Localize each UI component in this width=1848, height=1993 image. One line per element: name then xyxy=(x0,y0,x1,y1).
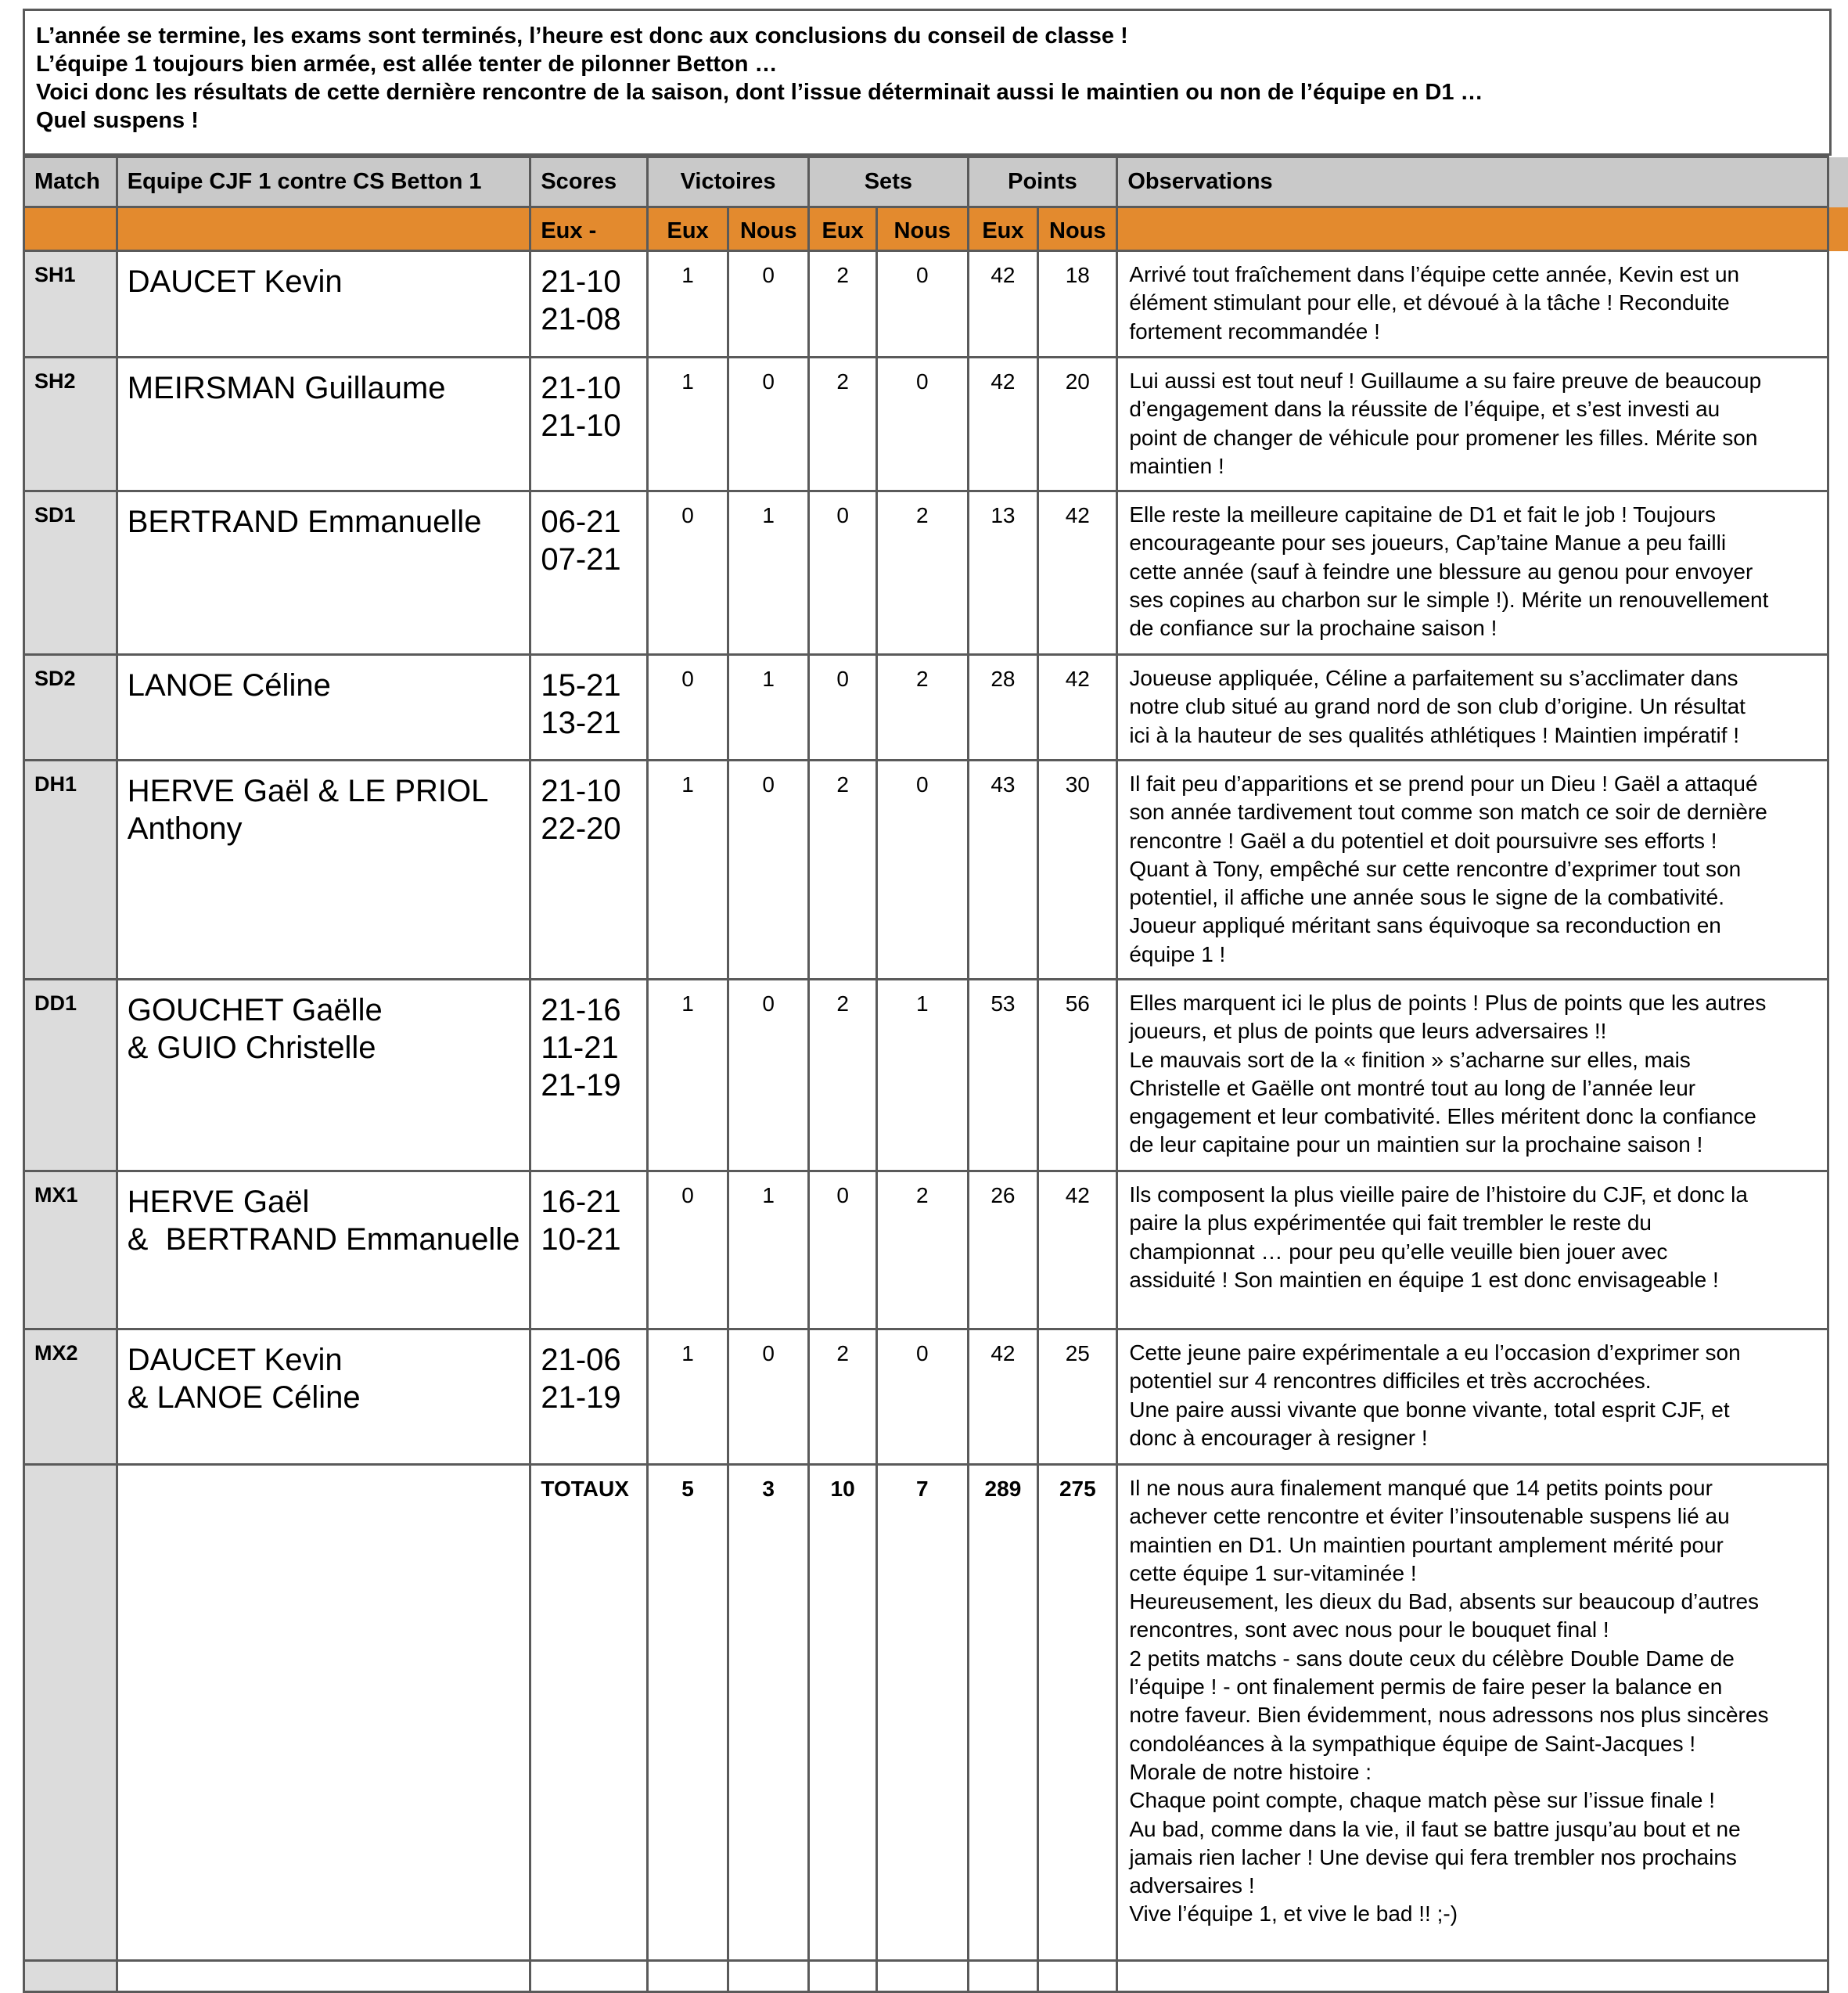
sheet-edge xyxy=(1828,1171,1848,1329)
header-team: Equipe CJF 1 contre CS Betton 1 xyxy=(117,157,530,207)
observation-line: Le mauvais sort de la « finition » s’acharne sur elles, mais xyxy=(1129,1046,1819,1074)
victoires-eux: 0 xyxy=(647,491,728,655)
observation-line: Elles marquent ici le plus de points ! Plus de points que les autres xyxy=(1129,989,1819,1017)
table-row xyxy=(24,980,1848,1171)
header-scores: Scores xyxy=(530,157,648,207)
totals-label: TOTAUX xyxy=(530,1465,648,1961)
sheet-edge xyxy=(1828,980,1848,1171)
players-cell xyxy=(117,655,530,761)
sheet-edge xyxy=(1828,655,1848,761)
observation-cell xyxy=(1117,491,1828,655)
score-line: 21-10 xyxy=(541,369,637,407)
observation-line: encourageante pour ses joueurs, Cap’taine Manue a peu failli xyxy=(1129,529,1819,557)
players-cell xyxy=(117,491,530,655)
score-line: 21-08 xyxy=(541,300,637,338)
points-nous: 18 xyxy=(1038,251,1117,358)
scores-cell xyxy=(530,655,648,761)
empty-cell xyxy=(1117,1961,1828,1992)
sheet-edge xyxy=(1828,1465,1848,1961)
empty-row xyxy=(24,1961,1848,1992)
observation-line: donc à encourager à resigner ! xyxy=(1129,1424,1819,1452)
score-line: 07-21 xyxy=(541,541,637,578)
observation-line: point de changer de véhicule pour promener les filles. Mérite son xyxy=(1129,424,1819,452)
subheader-empty xyxy=(117,207,530,251)
victoires-nous: 1 xyxy=(728,655,809,761)
points-nous: 42 xyxy=(1038,655,1117,761)
observation-line: Morale de notre histoire : xyxy=(1129,1758,1819,1786)
players-cell xyxy=(117,251,530,358)
player-line: HERVE Gaël xyxy=(128,1183,520,1221)
totals-players-empty xyxy=(117,1465,530,1961)
observation-line: engagement et leur combativité. Elles méritent donc la confiance xyxy=(1129,1103,1819,1131)
sheet-edge xyxy=(1828,761,1848,980)
points-nous: 42 xyxy=(1038,1171,1117,1329)
points-nous: 20 xyxy=(1038,358,1117,491)
victoires-nous: 0 xyxy=(728,251,809,358)
scores-cell xyxy=(530,491,648,655)
players-cell xyxy=(117,358,530,491)
observation-cell xyxy=(1117,358,1828,491)
observation-line: d’engagement dans la réussite de l’équipe, et s’est investi au xyxy=(1129,395,1819,423)
table-row xyxy=(24,761,1848,980)
sets-nous: 2 xyxy=(877,655,968,761)
players-cell xyxy=(117,1329,530,1465)
score-line: 21-10 xyxy=(541,263,637,300)
sets-nous: 0 xyxy=(877,358,968,491)
score-line: 15-21 xyxy=(541,667,637,704)
results-table xyxy=(23,156,1848,1993)
observation-line: Cette jeune paire expérimentale a eu l’occasion d’exprimer son xyxy=(1129,1339,1819,1367)
victoires-eux: 0 xyxy=(647,655,728,761)
observation-line: ses copines au charbon sur le simple !). Mérite un renouvellement xyxy=(1129,586,1819,614)
victoires-eux: 1 xyxy=(647,358,728,491)
subheader-empty xyxy=(1117,207,1828,251)
observation-line: condoléances à la sympathique équipe de Saint-Jacques ! xyxy=(1129,1730,1819,1758)
observation-line: Ils composent la plus vieille paire de l’histoire du CJF, et donc la xyxy=(1129,1181,1819,1209)
match-code: DH1 xyxy=(24,761,117,980)
totals-row xyxy=(24,1465,1848,1961)
player-line: & BERTRAND Emmanuelle xyxy=(128,1221,520,1258)
observation-line: Au bad, comme dans la vie, il faut se battre jusqu’au bout et ne xyxy=(1129,1815,1819,1844)
subheader-victoires-eux: Eux xyxy=(647,207,728,251)
player-line: & GUIO Christelle xyxy=(128,1029,520,1067)
observation-line: Il fait peu d’apparitions et se prend pour un Dieu ! Gaël a attaqué xyxy=(1129,770,1819,798)
victoires-eux: 1 xyxy=(647,1329,728,1465)
match-code: SH1 xyxy=(24,251,117,358)
points-nous: 30 xyxy=(1038,761,1117,980)
empty-cell xyxy=(968,1961,1038,1992)
sets-nous: 2 xyxy=(877,491,968,655)
table-row xyxy=(24,251,1848,358)
table-row xyxy=(24,1329,1848,1465)
intro-line-4: Quel suspens ! xyxy=(36,106,1818,135)
observation-line: Quant à Tony, empêché sur cette rencontre d’exprimer tout son xyxy=(1129,855,1819,883)
sets-nous: 0 xyxy=(877,251,968,358)
subheader-empty xyxy=(24,207,117,251)
observation-line: 2 petits matchs - sans doute ceux du célèbre Double Dame de xyxy=(1129,1645,1819,1673)
observation-line: cette équipe 1 sur-vitaminée ! xyxy=(1129,1560,1819,1588)
sheet-edge xyxy=(1828,491,1848,655)
player-line: & LANOE Céline xyxy=(128,1379,520,1416)
score-line: 21-10 xyxy=(541,772,637,810)
totals-sets-nous: 7 xyxy=(877,1465,968,1961)
observation-line: rencontres, sont avec nous pour le bouquet final ! xyxy=(1129,1616,1819,1644)
observation-line: Joueur appliqué méritant sans équivoque sa reconduction en xyxy=(1129,912,1819,940)
points-eux: 28 xyxy=(968,655,1038,761)
sheet-edge xyxy=(1828,157,1848,207)
score-line: 11-21 xyxy=(541,1029,637,1067)
intro-line-3: Voici donc les résultats de cette dernière rencontre de la saison, dont l’issue déterminait aussi le maintien ou non de l’équipe en D1 … xyxy=(36,78,1818,106)
sheet-edge xyxy=(1828,358,1848,491)
totals-code-empty xyxy=(24,1465,117,1961)
totals-victoires-eux: 5 xyxy=(647,1465,728,1961)
points-nous: 56 xyxy=(1038,980,1117,1171)
observation-line: Il ne nous aura finalement manqué que 14 petits points pour xyxy=(1129,1474,1819,1502)
scores-cell xyxy=(530,980,648,1171)
header-points: Points xyxy=(968,157,1117,207)
table-row xyxy=(24,491,1848,655)
players-cell xyxy=(117,1171,530,1329)
victoires-eux: 0 xyxy=(647,1171,728,1329)
totals-points-nous: 275 xyxy=(1038,1465,1117,1961)
empty-cell xyxy=(24,1961,117,1992)
points-eux: 42 xyxy=(968,358,1038,491)
sets-eux: 2 xyxy=(809,358,877,491)
sets-eux: 0 xyxy=(809,655,877,761)
results-sheet xyxy=(23,156,1848,1993)
intro-box xyxy=(23,9,1832,156)
observation-line: notre faveur. Bien évidemment, nous adressons nos plus sincères xyxy=(1129,1701,1819,1729)
player-line: MEIRSMAN Guillaume xyxy=(128,369,520,407)
match-code: SD2 xyxy=(24,655,117,761)
player-line: LANOE Céline xyxy=(128,667,520,704)
victoires-nous: 1 xyxy=(728,1171,809,1329)
victoires-eux: 1 xyxy=(647,761,728,980)
victoires-eux: 1 xyxy=(647,251,728,358)
match-code: DD1 xyxy=(24,980,117,1171)
observation-line: Heureusement, les dieux du Bad, absents sur beaucoup d’autres xyxy=(1129,1588,1819,1616)
observation-line: l’équipe ! - ont finalement permis de faire peser la balance en xyxy=(1129,1673,1819,1701)
player-line: BERTRAND Emmanuelle xyxy=(128,503,520,541)
observation-line: ici à la hauteur de ses qualités athlétiques ! Maintien impératif ! xyxy=(1129,721,1819,750)
totals-victoires-nous: 3 xyxy=(728,1465,809,1961)
score-line: 21-10 xyxy=(541,407,637,444)
points-eux: 42 xyxy=(968,251,1038,358)
score-line: 13-21 xyxy=(541,704,637,742)
sets-nous: 0 xyxy=(877,761,968,980)
empty-cell xyxy=(1038,1961,1117,1992)
header-sets: Sets xyxy=(809,157,968,207)
observation-line: fortement recommandée ! xyxy=(1129,318,1819,346)
observation-line: Lui aussi est tout neuf ! Guillaume a su faire preuve de beaucoup xyxy=(1129,367,1819,395)
score-line: 10-21 xyxy=(541,1221,637,1258)
scores-cell xyxy=(530,1329,648,1465)
intro-line-1: L’année se termine, les exams sont terminés, l’heure est donc aux conclusions du conseil de classe ! xyxy=(36,22,1818,50)
match-code: MX1 xyxy=(24,1171,117,1329)
victoires-nous: 1 xyxy=(728,491,809,655)
points-nous: 25 xyxy=(1038,1329,1117,1465)
score-line: 06-21 xyxy=(541,503,637,541)
score-line: 21-19 xyxy=(541,1067,637,1104)
observation-line: Joueuse appliquée, Céline a parfaitement su s’acclimater dans xyxy=(1129,664,1819,693)
player-line: Anthony xyxy=(128,810,520,847)
observation-cell xyxy=(1117,1171,1828,1329)
observation-line: élément stimulant pour elle, et dévoué à la tâche ! Reconduite xyxy=(1129,289,1819,317)
sets-eux: 2 xyxy=(809,1329,877,1465)
table-row xyxy=(24,358,1848,491)
observation-line: achever cette rencontre et éviter l’insoutenable suspens lié au xyxy=(1129,1502,1819,1531)
points-eux: 42 xyxy=(968,1329,1038,1465)
sheet-edge xyxy=(1828,1329,1848,1465)
score-line: 21-16 xyxy=(541,991,637,1029)
header-victoires: Victoires xyxy=(647,157,808,207)
scores-cell xyxy=(530,358,648,491)
score-line: 21-19 xyxy=(541,1379,637,1416)
match-code: SH2 xyxy=(24,358,117,491)
observation-line: Elle reste la meilleure capitaine de D1 et fait le job ! Toujours xyxy=(1129,501,1819,529)
empty-cell xyxy=(809,1961,877,1992)
sets-nous: 1 xyxy=(877,980,968,1171)
score-line: 16-21 xyxy=(541,1183,637,1221)
observation-cell xyxy=(1117,761,1828,980)
sets-eux: 2 xyxy=(809,980,877,1171)
totals-observation xyxy=(1117,1465,1828,1961)
match-code: SD1 xyxy=(24,491,117,655)
scores-cell xyxy=(530,1171,648,1329)
totals-points-eux: 289 xyxy=(968,1465,1038,1961)
empty-cell xyxy=(728,1961,809,1992)
observation-cell xyxy=(1117,655,1828,761)
observation-line: maintien en D1. Un maintien pourtant amplement mérité pour xyxy=(1129,1531,1819,1560)
observation-line: joueurs, et plus de points que leurs adversaires !! xyxy=(1129,1017,1819,1045)
players-cell xyxy=(117,980,530,1171)
subheader-points-nous: Nous xyxy=(1038,207,1117,251)
observation-line: rencontre ! Gaël a du potentiel et doit poursuivre ses efforts ! xyxy=(1129,827,1819,855)
player-line: HERVE Gaël & LE PRIOL xyxy=(128,772,520,810)
observation-line: potentiel, il affiche une année sous le signe de la combativité. xyxy=(1129,883,1819,912)
subheader-sets-eux: Eux xyxy=(809,207,877,251)
observation-line: équipe 1 ! xyxy=(1129,941,1819,969)
player-line: DAUCET Kevin xyxy=(128,1341,520,1379)
scores-cell xyxy=(530,251,648,358)
observation-line: Une paire aussi vivante que bonne vivante, total esprit CJF, et xyxy=(1129,1396,1819,1424)
observation-line: Vive l’équipe 1, et vive le bad !! ;-) xyxy=(1129,1900,1819,1928)
points-nous: 42 xyxy=(1038,491,1117,655)
sets-eux: 2 xyxy=(809,251,877,358)
empty-cell xyxy=(530,1961,648,1992)
header-row xyxy=(24,157,1848,207)
observation-line: Arrivé tout fraîchement dans l’équipe cette année, Kevin est un xyxy=(1129,261,1819,289)
header-observations: Observations xyxy=(1117,157,1828,207)
points-eux: 53 xyxy=(968,980,1038,1171)
score-line: 22-20 xyxy=(541,810,637,847)
victoires-nous: 0 xyxy=(728,761,809,980)
observation-line: potentiel sur 4 rencontres difficiles et très accrochées. xyxy=(1129,1367,1819,1395)
players-cell xyxy=(117,761,530,980)
victoires-nous: 0 xyxy=(728,980,809,1171)
sets-nous: 0 xyxy=(877,1329,968,1465)
points-eux: 13 xyxy=(968,491,1038,655)
sheet-edge xyxy=(1828,207,1848,251)
score-line: 21-06 xyxy=(541,1341,637,1379)
subheader-victoires-nous: Nous xyxy=(728,207,809,251)
subheader-points-eux: Eux xyxy=(968,207,1038,251)
subheader-scores: Eux - xyxy=(530,207,648,251)
table-row xyxy=(24,655,1848,761)
scores-cell xyxy=(530,761,648,980)
totals-sets-eux: 10 xyxy=(809,1465,877,1961)
observation-line: paire la plus expérimentée qui fait trembler le reste du xyxy=(1129,1209,1819,1237)
empty-cell xyxy=(877,1961,968,1992)
observation-line: jamais rien lacher ! Une devise qui fera trembler nos prochains xyxy=(1129,1844,1819,1872)
subheader-sets-nous: Nous xyxy=(877,207,968,251)
observation-line: Chaque point compte, chaque match pèse sur l’issue finale ! xyxy=(1129,1786,1819,1815)
observation-cell xyxy=(1117,1329,1828,1465)
points-eux: 26 xyxy=(968,1171,1038,1329)
player-line: DAUCET Kevin xyxy=(128,263,520,300)
player-line: GOUCHET Gaëlle xyxy=(128,991,520,1029)
sets-eux: 0 xyxy=(809,491,877,655)
observation-line: adversaires ! xyxy=(1129,1872,1819,1900)
victoires-nous: 0 xyxy=(728,1329,809,1465)
sets-eux: 2 xyxy=(809,761,877,980)
observation-cell xyxy=(1117,251,1828,358)
sheet-edge xyxy=(1828,1961,1848,1992)
observation-line: maintien ! xyxy=(1129,452,1819,480)
sets-nous: 2 xyxy=(877,1171,968,1329)
victoires-eux: 1 xyxy=(647,980,728,1171)
subheader-row xyxy=(24,207,1848,251)
sheet-edge xyxy=(1828,251,1848,358)
table-row xyxy=(24,1171,1848,1329)
points-eux: 43 xyxy=(968,761,1038,980)
header-match: Match xyxy=(24,157,117,207)
observation-cell xyxy=(1117,980,1828,1171)
sets-eux: 0 xyxy=(809,1171,877,1329)
observation-line: cette année (sauf à feindre une blessure au genou pour envoyer xyxy=(1129,558,1819,586)
match-code: MX2 xyxy=(24,1329,117,1465)
victoires-nous: 0 xyxy=(728,358,809,491)
observation-line: assiduité ! Son maintien en équipe 1 est donc envisageable ! xyxy=(1129,1266,1819,1294)
observation-line: son année tardivement tout comme son match ce soir de dernière xyxy=(1129,798,1819,826)
empty-cell xyxy=(647,1961,728,1992)
observation-line: notre club situé au grand nord de son club d’origine. Un résultat xyxy=(1129,693,1819,721)
empty-cell xyxy=(117,1961,530,1992)
observation-line: championnat … pour peu qu’elle veuille bien jouer avec xyxy=(1129,1238,1819,1266)
observation-line: Christelle et Gaëlle ont montré tout au long de l’année leur xyxy=(1129,1074,1819,1103)
observation-line: de confiance sur la prochaine saison ! xyxy=(1129,614,1819,642)
observation-line: de leur capitaine pour un maintien sur la prochaine saison ! xyxy=(1129,1131,1819,1159)
intro-line-2: L’équipe 1 toujours bien armée, est allée tenter de pilonner Betton … xyxy=(36,50,1818,78)
